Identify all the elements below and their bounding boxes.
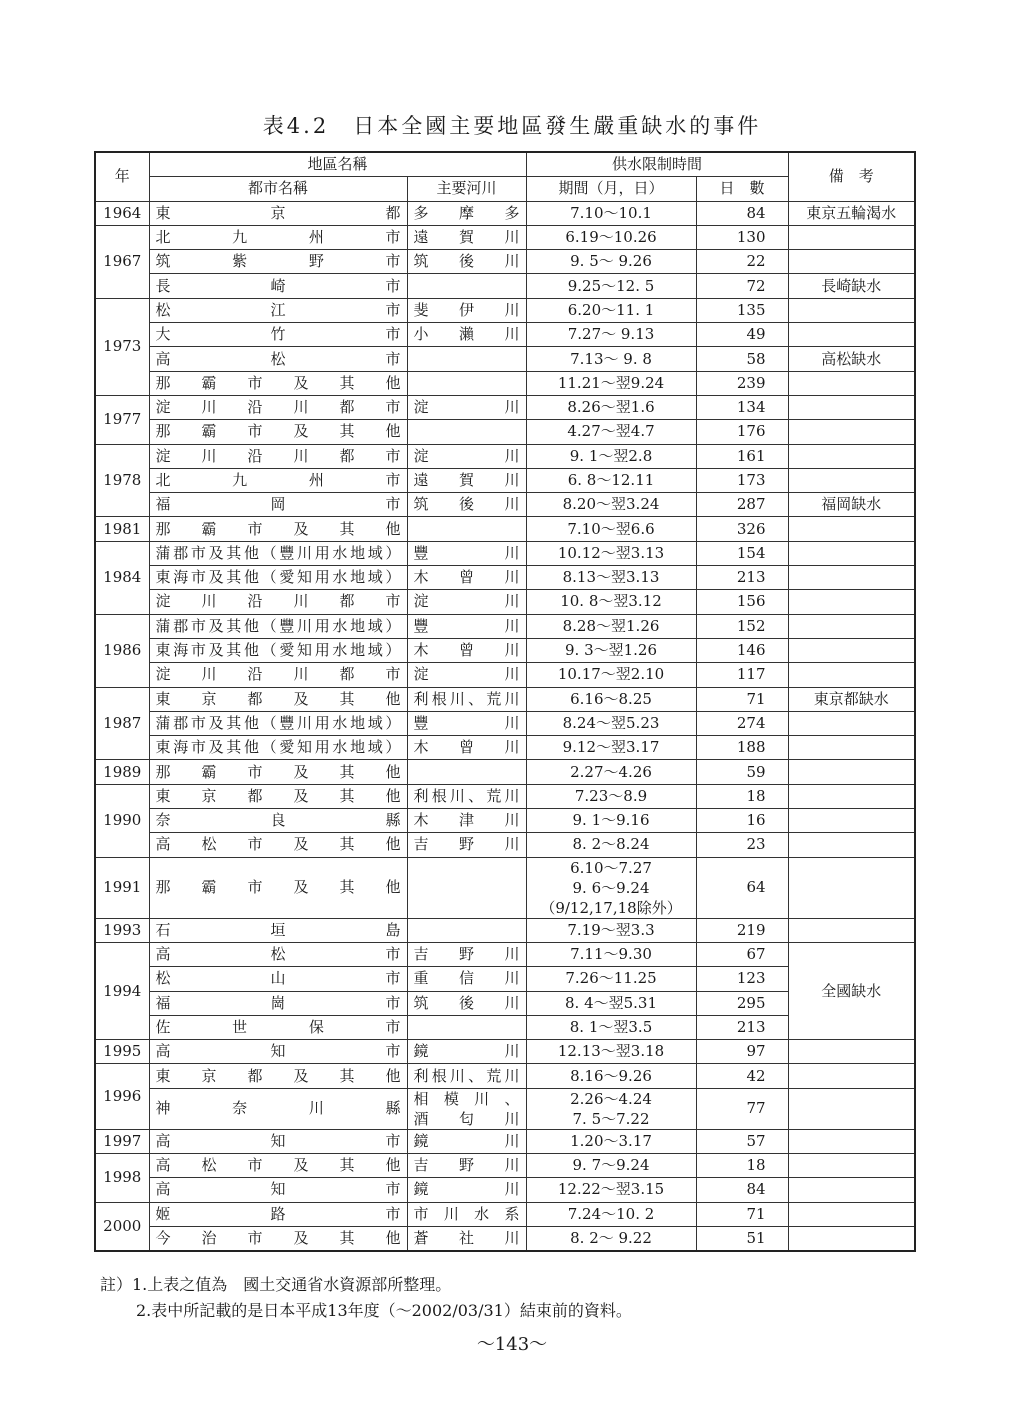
city-cell: 那 霸 市 及 其 他 <box>149 420 407 444</box>
remarks-cell <box>788 736 915 760</box>
period-cell: 8.20～翌3.24 <box>526 493 696 517</box>
days-cell: 135 <box>696 298 788 322</box>
days-cell: 188 <box>696 736 788 760</box>
period-cell: 7.26～11.25 <box>526 967 696 991</box>
remarks-cell: 全國缺水 <box>788 942 915 1039</box>
year-cell: 1977 <box>95 395 149 444</box>
river-cell <box>407 517 526 541</box>
remarks-cell <box>788 1202 915 1226</box>
city-cell: 高 松 市 及 其 他 <box>149 833 407 857</box>
period-cell-line: 2.26～4.24 <box>570 1089 652 1108</box>
remarks-cell <box>788 1178 915 1202</box>
days-cell: 72 <box>696 274 788 298</box>
table-row <box>95 857 915 918</box>
remarks-cell <box>788 323 915 347</box>
period-cell: 12.13～翌3.18 <box>526 1040 696 1064</box>
period-cell: 4.27～翌4.7 <box>526 420 696 444</box>
water-shortage-table <box>94 151 914 1252</box>
remarks-cell <box>788 420 915 444</box>
river-cell: 筑 後 川 <box>407 250 526 274</box>
city-cell: 東海市及其他（愛知用水地域） <box>149 566 407 590</box>
river-cell: 豐 川 <box>407 711 526 735</box>
period-cell: 8. 2～8.24 <box>526 833 696 857</box>
table-row <box>95 1178 915 1202</box>
table-row <box>95 638 915 662</box>
table-row <box>95 274 915 298</box>
days-cell: 213 <box>696 566 788 590</box>
city-cell: 高 知 市 <box>149 1178 407 1202</box>
river-cell: 遠 賀 川 <box>407 468 526 492</box>
city-cell: 北 九 州 市 <box>149 468 407 492</box>
table-row <box>95 1129 915 1153</box>
river-cell: 淀 川 <box>407 663 526 687</box>
table-row <box>95 1153 915 1177</box>
days-cell: 84 <box>696 1178 788 1202</box>
remarks-cell <box>788 1153 915 1177</box>
city-cell: 高 松 市 及 其 他 <box>149 1153 407 1177</box>
footnote-2: 2.表中所記載的是日本平成13年度（～2002/03/31）結束前的資料。 <box>136 1301 632 1320</box>
table-row <box>95 250 915 274</box>
river-cell: 鏡 川 <box>407 1040 526 1064</box>
table-row <box>95 1226 915 1251</box>
year-cell: 1994 <box>95 942 149 1039</box>
days-cell: 117 <box>696 663 788 687</box>
period-cell: 8.28～翌1.26 <box>526 614 696 638</box>
river-cell <box>407 857 526 918</box>
days-cell: 134 <box>696 395 788 419</box>
period-cell: 7.10～10.1 <box>526 201 696 225</box>
river-cell <box>407 274 526 298</box>
remarks-cell <box>788 833 915 857</box>
remarks-cell: 東京都缺水 <box>788 687 915 711</box>
river-cell <box>407 347 526 371</box>
remarks-cell <box>788 1064 915 1088</box>
period-cell: 8. 4～翌5.31 <box>526 991 696 1015</box>
remarks-cell <box>788 395 915 419</box>
river-cell <box>407 420 526 444</box>
period-cell: 1.20～3.17 <box>526 1129 696 1153</box>
year-cell: 1990 <box>95 784 149 857</box>
period-cell <box>526 1088 696 1129</box>
table-row <box>95 1064 915 1088</box>
city-cell: 北 九 州 市 <box>149 225 407 249</box>
table-row <box>95 833 915 857</box>
table-row <box>95 687 915 711</box>
river-cell: 木 曾 川 <box>407 638 526 662</box>
remarks-cell <box>788 541 915 565</box>
river-cell <box>407 918 526 942</box>
river-cell: 淀 川 <box>407 590 526 614</box>
days-cell: 161 <box>696 444 788 468</box>
year-cell: 1987 <box>95 687 149 760</box>
river-cell <box>407 760 526 784</box>
table-row <box>95 614 915 638</box>
city-cell: 福 岡 市 <box>149 493 407 517</box>
year-cell: 1991 <box>95 857 149 918</box>
period-cell: 8.26～翌1.6 <box>526 395 696 419</box>
city-cell: 淀 川 沿 川 都 市 <box>149 395 407 419</box>
city-cell: 福 崗 市 <box>149 991 407 1015</box>
period-cell: 8.24～翌5.23 <box>526 711 696 735</box>
year-cell: 1964 <box>95 201 149 225</box>
table-body <box>95 201 915 1251</box>
days-cell: 287 <box>696 493 788 517</box>
river-cell: 小 瀨 川 <box>407 323 526 347</box>
period-cell: 6.16～8.25 <box>526 687 696 711</box>
period-cell: 9.25～12. 5 <box>526 274 696 298</box>
table-row <box>95 1088 915 1129</box>
year-cell: 1993 <box>95 918 149 942</box>
period-cell: 7.10～翌6.6 <box>526 517 696 541</box>
remarks-cell <box>788 468 915 492</box>
period-cell: 7.13～ 9. 8 <box>526 347 696 371</box>
city-cell: 松 江 市 <box>149 298 407 322</box>
table-row <box>95 942 915 966</box>
river-cell: 市 川 水 系 <box>407 1202 526 1226</box>
period-cell: 7.24～10. 2 <box>526 1202 696 1226</box>
days-cell: 49 <box>696 323 788 347</box>
river-cell: 筑 後 川 <box>407 493 526 517</box>
days-cell: 67 <box>696 942 788 966</box>
remarks-cell <box>788 614 915 638</box>
river-cell: 鏡 川 <box>407 1129 526 1153</box>
city-cell: 那 霸 市 及 其 他 <box>149 517 407 541</box>
river-cell: 利根川、荒川 <box>407 687 526 711</box>
period-cell: 11.21～翌9.24 <box>526 371 696 395</box>
period-cell: 9. 3～翌1.26 <box>526 638 696 662</box>
remarks-cell <box>788 590 915 614</box>
year-cell: 1998 <box>95 1153 149 1202</box>
city-cell: 東 京 都 <box>149 201 407 225</box>
remarks-cell <box>788 1129 915 1153</box>
period-cell-line: 9. 6～9.24 <box>572 878 650 897</box>
river-cell <box>407 1015 526 1039</box>
period-cell <box>526 857 696 918</box>
city-cell: 松 山 市 <box>149 967 407 991</box>
river-cell: 淀 川 <box>407 395 526 419</box>
remarks-cell <box>788 1040 915 1064</box>
city-cell: 那 霸 市 及 其 他 <box>149 857 407 918</box>
year-cell: 1989 <box>95 760 149 784</box>
period-cell: 6.19～10.26 <box>526 225 696 249</box>
days-cell: 326 <box>696 517 788 541</box>
river-cell: 筑 後 川 <box>407 991 526 1015</box>
river-cell: 利根川、荒川 <box>407 784 526 808</box>
header-remarks: 備 考 <box>788 152 915 201</box>
river-cell <box>407 1088 526 1129</box>
city-cell: 淀 川 沿 川 都 市 <box>149 663 407 687</box>
period-cell-line: 7. 5～7.22 <box>572 1109 650 1128</box>
table-row <box>95 760 915 784</box>
river-cell-line: 酒 匂 川 <box>413 1109 520 1128</box>
days-cell: 16 <box>696 809 788 833</box>
table-row <box>95 225 915 249</box>
year-cell: 1997 <box>95 1129 149 1153</box>
river-cell: 重 信 川 <box>407 967 526 991</box>
header-period: 期間（月，日） <box>526 177 696 201</box>
days-cell: 173 <box>696 468 788 492</box>
header-river: 主要河川 <box>407 177 526 201</box>
remarks-cell <box>788 444 915 468</box>
city-cell: 筑 紫 野 市 <box>149 250 407 274</box>
table-row <box>95 663 915 687</box>
footnotes <box>100 1272 632 1324</box>
table-row <box>95 323 915 347</box>
remarks-cell <box>788 857 915 918</box>
period-cell: 8. 1～翌3.5 <box>526 1015 696 1039</box>
period-cell: 7.11～9.30 <box>526 942 696 966</box>
river-cell: 吉 野 川 <box>407 833 526 857</box>
days-cell: 51 <box>696 1226 788 1251</box>
period-cell: 10. 8～翌3.12 <box>526 590 696 614</box>
table-row <box>95 395 915 419</box>
table-row <box>95 736 915 760</box>
days-cell: 154 <box>696 541 788 565</box>
table-row <box>95 420 915 444</box>
days-cell: 97 <box>696 1040 788 1064</box>
period-cell: 9. 1～9.16 <box>526 809 696 833</box>
city-cell: 石 垣 島 <box>149 918 407 942</box>
remarks-cell <box>788 663 915 687</box>
remarks-cell <box>788 225 915 249</box>
header-year: 年 <box>95 152 149 201</box>
remarks-cell <box>788 918 915 942</box>
table-row <box>95 918 915 942</box>
period-cell: 9. 5～ 9.26 <box>526 250 696 274</box>
city-cell: 奈 良 縣 <box>149 809 407 833</box>
period-cell: 7.19～翌3.3 <box>526 918 696 942</box>
table-row <box>95 371 915 395</box>
period-cell: 7.23～8.9 <box>526 784 696 808</box>
days-cell: 213 <box>696 1015 788 1039</box>
year-cell: 1978 <box>95 444 149 517</box>
days-cell: 71 <box>696 1202 788 1226</box>
period-cell: 9. 7～9.24 <box>526 1153 696 1177</box>
city-cell: 高 知 市 <box>149 1040 407 1064</box>
days-cell: 295 <box>696 991 788 1015</box>
city-cell: 淀 川 沿 川 都 市 <box>149 444 407 468</box>
days-cell: 146 <box>696 638 788 662</box>
city-cell: 蒲郡市及其他（豐川用水地域） <box>149 541 407 565</box>
city-cell: 東 京 都 及 其 他 <box>149 1064 407 1088</box>
period-cell-line: （9/12,17,18除外） <box>540 898 682 917</box>
period-cell: 2.27～4.26 <box>526 760 696 784</box>
table-title: 表4.2 日本全國主要地區發生嚴重缺水的事件 <box>262 114 762 138</box>
remarks-cell <box>788 250 915 274</box>
river-cell: 豐 川 <box>407 541 526 565</box>
table-row <box>95 347 915 371</box>
table-row <box>95 809 915 833</box>
period-cell: 6.20～11. 1 <box>526 298 696 322</box>
city-cell: 蒲郡市及其他（豐川用水地域） <box>149 614 407 638</box>
river-cell: 吉 野 川 <box>407 1153 526 1177</box>
header-city: 都市名稱 <box>149 177 407 201</box>
days-cell: 219 <box>696 918 788 942</box>
table-row <box>95 541 915 565</box>
city-cell: 高 松 市 <box>149 347 407 371</box>
city-cell: 今 治 市 及 其 他 <box>149 1226 407 1251</box>
remarks-cell <box>788 760 915 784</box>
table-row <box>95 201 915 225</box>
river-cell: 木 曾 川 <box>407 736 526 760</box>
year-cell: 1995 <box>95 1040 149 1064</box>
period-cell: 9.12～翌3.17 <box>526 736 696 760</box>
days-cell: 274 <box>696 711 788 735</box>
city-cell: 高 松 市 <box>149 942 407 966</box>
table-row <box>95 590 915 614</box>
remarks-cell <box>788 809 915 833</box>
days-cell: 239 <box>696 371 788 395</box>
days-cell: 64 <box>696 857 788 918</box>
remarks-cell <box>788 638 915 662</box>
river-cell: 多 摩 多 <box>407 201 526 225</box>
period-cell: 6. 8～12.11 <box>526 468 696 492</box>
table-row <box>95 493 915 517</box>
city-cell: 蒲郡市及其他（豐川用水地域） <box>149 711 407 735</box>
river-cell: 遠 賀 川 <box>407 225 526 249</box>
days-cell: 57 <box>696 1129 788 1153</box>
remarks-cell <box>788 1226 915 1251</box>
period-cell-line: 6.10～7.27 <box>570 858 652 877</box>
river-cell: 吉 野 川 <box>407 942 526 966</box>
days-cell: 23 <box>696 833 788 857</box>
days-cell: 130 <box>696 225 788 249</box>
year-cell: 1973 <box>95 298 149 395</box>
city-cell: 那 霸 市 及 其 他 <box>149 371 407 395</box>
remarks-cell: 福岡缺水 <box>788 493 915 517</box>
remarks-cell: 長崎缺水 <box>788 274 915 298</box>
header-region: 地區名稱 <box>149 152 526 177</box>
remarks-cell <box>788 517 915 541</box>
table-row <box>95 517 915 541</box>
remarks-cell <box>788 566 915 590</box>
river-cell <box>407 371 526 395</box>
days-cell: 59 <box>696 760 788 784</box>
year-cell: 2000 <box>95 1202 149 1251</box>
remarks-cell: 東京五輪渴水 <box>788 201 915 225</box>
river-cell: 斐 伊 川 <box>407 298 526 322</box>
table-row <box>95 1202 915 1226</box>
city-cell: 神 奈 川 縣 <box>149 1088 407 1129</box>
city-cell: 佐 世 保 市 <box>149 1015 407 1039</box>
period-cell: 8.13～翌3.13 <box>526 566 696 590</box>
period-cell: 12.22～翌3.15 <box>526 1178 696 1202</box>
city-cell: 姬 路 市 <box>149 1202 407 1226</box>
period-cell: 7.27～ 9.13 <box>526 323 696 347</box>
city-cell: 東海市及其他（愛知用水地域） <box>149 736 407 760</box>
river-cell: 利根川、荒川 <box>407 1064 526 1088</box>
days-cell: 176 <box>696 420 788 444</box>
period-cell: 10.12～翌3.13 <box>526 541 696 565</box>
table-row <box>95 566 915 590</box>
days-cell: 58 <box>696 347 788 371</box>
period-cell: 8. 2～ 9.22 <box>526 1226 696 1251</box>
table-row <box>95 444 915 468</box>
table-row <box>95 711 915 735</box>
city-cell: 東 京 都 及 其 他 <box>149 784 407 808</box>
days-cell: 18 <box>696 1153 788 1177</box>
city-cell: 東 京 都 及 其 他 <box>149 687 407 711</box>
footnote-1: 註）1.上表之值為 國土交通省水資源部所整理。 <box>100 1275 452 1294</box>
city-cell: 高 知 市 <box>149 1129 407 1153</box>
river-cell: 蒼 社 川 <box>407 1226 526 1251</box>
river-cell-line: 相 模 川 、 <box>413 1089 520 1108</box>
days-cell: 152 <box>696 614 788 638</box>
river-cell: 木 津 川 <box>407 809 526 833</box>
period-cell: 8.16～9.26 <box>526 1064 696 1088</box>
city-cell: 淀 川 沿 川 都 市 <box>149 590 407 614</box>
days-cell: 156 <box>696 590 788 614</box>
header-restriction: 供水限制時間 <box>526 152 788 177</box>
days-cell: 42 <box>696 1064 788 1088</box>
remarks-cell <box>788 784 915 808</box>
table-row <box>95 784 915 808</box>
remarks-cell <box>788 298 915 322</box>
days-cell: 123 <box>696 967 788 991</box>
days-cell: 22 <box>696 250 788 274</box>
river-cell: 木 曾 川 <box>407 566 526 590</box>
header-days: 日 數 <box>696 177 788 201</box>
river-cell: 淀 川 <box>407 444 526 468</box>
year-cell: 1967 <box>95 225 149 298</box>
year-cell: 1984 <box>95 541 149 614</box>
days-cell: 84 <box>696 201 788 225</box>
city-cell: 長 崎 市 <box>149 274 407 298</box>
period-cell: 9. 1～翌2.8 <box>526 444 696 468</box>
year-cell: 1986 <box>95 614 149 687</box>
river-cell: 鏡 川 <box>407 1178 526 1202</box>
year-cell: 1996 <box>95 1064 149 1129</box>
table-row <box>95 468 915 492</box>
remarks-cell <box>788 711 915 735</box>
days-cell: 77 <box>696 1088 788 1129</box>
river-cell: 豐 川 <box>407 614 526 638</box>
city-cell: 大 竹 市 <box>149 323 407 347</box>
days-cell: 18 <box>696 784 788 808</box>
page-number: ～143～ <box>476 1334 548 1355</box>
table-row <box>95 298 915 322</box>
days-cell: 71 <box>696 687 788 711</box>
city-cell: 那 霸 市 及 其 他 <box>149 760 407 784</box>
remarks-cell: 高松缺水 <box>788 347 915 371</box>
year-cell: 1981 <box>95 517 149 541</box>
remarks-cell <box>788 371 915 395</box>
city-cell: 東海市及其他（愛知用水地域） <box>149 638 407 662</box>
table-row <box>95 1040 915 1064</box>
period-cell: 10.17～翌2.10 <box>526 663 696 687</box>
remarks-cell <box>788 1088 915 1129</box>
